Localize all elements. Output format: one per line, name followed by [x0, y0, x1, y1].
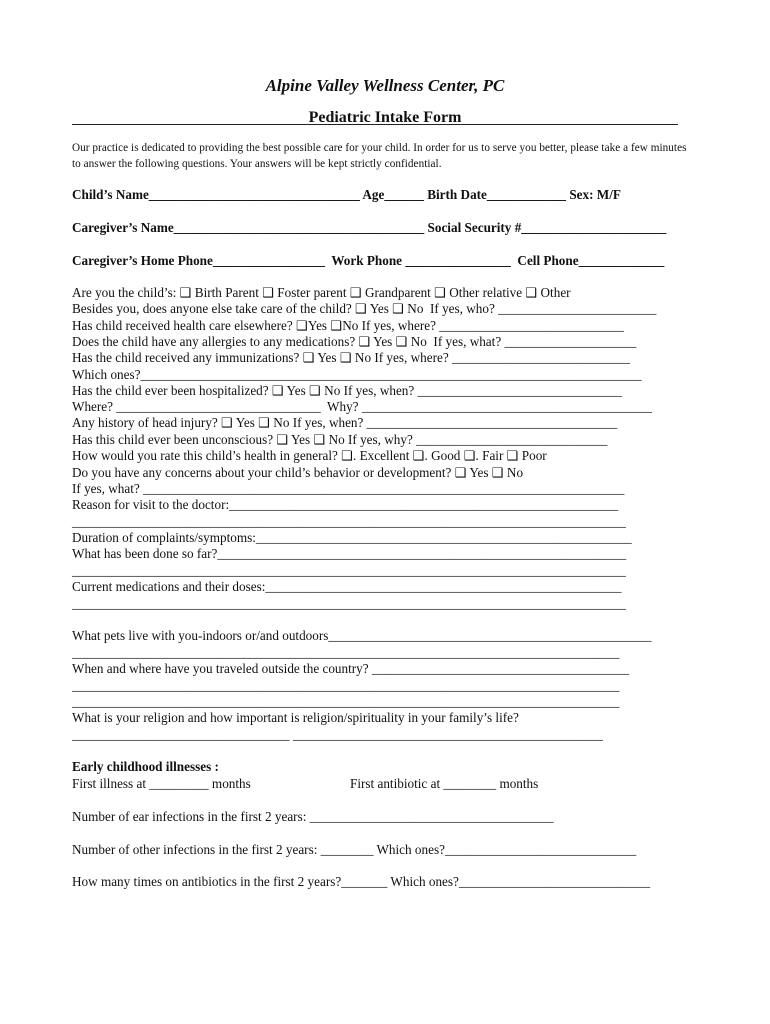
- question-allergies[interactable]: Does the child have any allergies to any medications? ❑ Yes ❑ No If yes, what? ____________________: [72, 334, 637, 349]
- caregiver-name-row[interactable]: Caregiver’s Name______________________________________ Social Security #______________________: [72, 220, 667, 235]
- answer-line[interactable]: ____________________________________________________________________________________: [72, 514, 626, 529]
- clinic-title: Alpine Valley Wellness Center, PC: [265, 76, 505, 95]
- question-health-rating[interactable]: How would you rate this child’s health in general? ❑. Excellent ❑. Good ❑. Fair ❑ Poor: [72, 448, 547, 463]
- form-title: Pediatric Intake Form: [308, 109, 462, 126]
- question-where-why[interactable]: Where? _______________________________ Why? ____________________________________________: [72, 399, 652, 414]
- question-pets[interactable]: What pets live with you-indoors or/and outdoors_________________________________________________: [72, 628, 652, 643]
- answer-line[interactable]: ___________________________________________________________________________________: [72, 678, 620, 693]
- question-travel[interactable]: When and where have you traveled outside the country? _______________________________________: [72, 661, 630, 676]
- first-antibiotic-field[interactable]: First antibiotic at ________ months: [350, 776, 539, 791]
- header-divider: [72, 124, 678, 125]
- first-illness-field[interactable]: First illness at _________ months: [72, 776, 251, 791]
- question-reason-for-visit[interactable]: Reason for visit to the doctor:___________________________________________________________: [72, 497, 619, 512]
- question-which-ones[interactable]: Which ones?____________________________________________________________________________: [72, 367, 642, 382]
- question-other-caregivers[interactable]: Besides you, does anyone else take care of the child? ❑ Yes ❑ No If yes, who? ________________________: [72, 301, 657, 316]
- ear-infections-field[interactable]: Number of ear infections in the first 2 years: _____________________________________: [72, 809, 554, 824]
- question-behavior-concerns[interactable]: Do you have any concerns about your child’s behavior or development? ❑ Yes ❑ No: [72, 465, 524, 480]
- question-health-care-elsewhere[interactable]: Has child received health care elsewhere? ❑Yes ❑No If yes, where? ____________________________: [72, 318, 624, 333]
- answer-line[interactable]: ____________________________________________________________________________________: [72, 563, 626, 578]
- answer-line[interactable]: ___________________________________________________________________________________: [72, 645, 620, 660]
- child-info-row[interactable]: Child’s Name________________________________ Age______ Birth Date____________ Sex: M/F: [72, 187, 621, 202]
- question-immunizations[interactable]: Has the child received any immunizations? ❑ Yes ❑ No If yes, where? ___________________________: [72, 350, 631, 365]
- question-current-medications[interactable]: Current medications and their doses:______________________________________________________: [72, 579, 622, 594]
- question-unconscious[interactable]: Has this child ever been unconscious? ❑ Yes ❑ No If yes, why? _____________________________: [72, 432, 608, 447]
- question-done-so-far[interactable]: What has been done so far?______________________________________________________________: [72, 546, 627, 561]
- question-religion: What is your religion and how important is religion/spirituality in your family’s life?: [72, 710, 519, 725]
- question-duration[interactable]: Duration of complaints/symptoms:_________________________________________________________: [72, 530, 632, 545]
- caregiver-phone-row[interactable]: Caregiver’s Home Phone_________________ Work Phone ________________ Cell Phone_____________: [72, 253, 665, 268]
- answer-line[interactable]: ____________________________________________________________________________________: [72, 596, 626, 611]
- intro-paragraph: Our practice is dedicated to providing the best possible care for your child. In order for us to serve you better, please take a few minutes to answer the following questions. Your answers will be kept strictly confidential.: [72, 142, 687, 170]
- answer-line[interactable]: ___________________________________________________________________________________: [72, 694, 620, 709]
- question-hospitalized[interactable]: Has the child ever been hospitalized? ❑ Yes ❑ No If yes, when? _______________________________: [72, 383, 622, 398]
- other-infections-field[interactable]: Number of other infections in the first 2 years: ________ Which ones?_____________________________: [72, 842, 637, 857]
- question-relationship[interactable]: Are you the child’s: ❑ Birth Parent ❑ Foster parent ❑ Grandparent ❑ Other relative ❑ Other: [72, 285, 571, 300]
- answer-line[interactable]: _________________________________ _______________________________________________: [72, 727, 603, 742]
- antibiotics-count-field[interactable]: How many times on antibiotics in the first 2 years?_______ Which ones?_____________________________: [72, 874, 651, 889]
- early-illnesses-heading: Early childhood illnesses :: [72, 759, 219, 774]
- question-if-yes-what[interactable]: If yes, what? _________________________________________________________________________: [72, 481, 625, 496]
- question-head-injury[interactable]: Any history of head injury? ❑ Yes ❑ No If yes, when? ______________________________________: [72, 415, 618, 430]
